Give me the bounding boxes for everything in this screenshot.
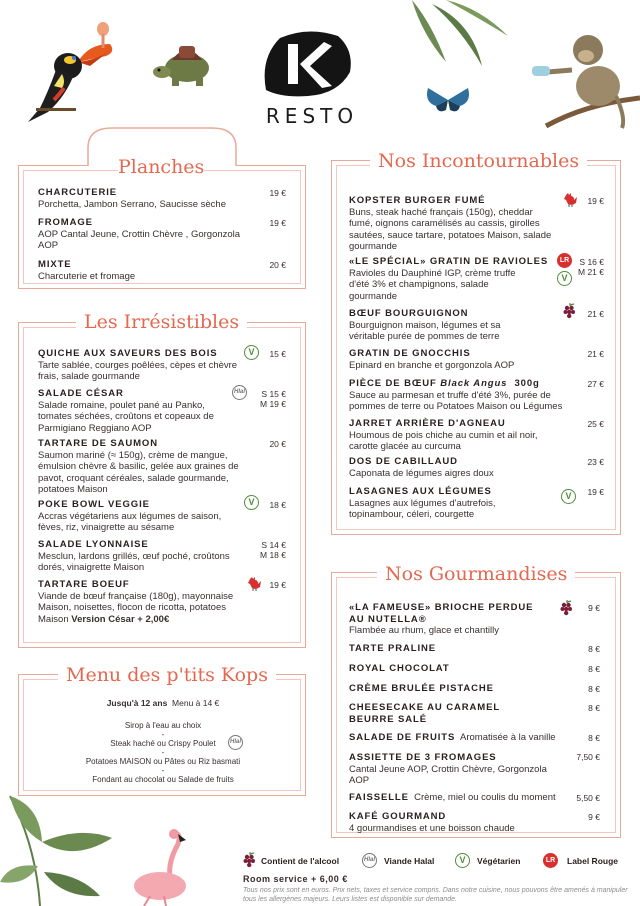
menu-item: SALADE CÉSAR Salade romaine, poulet pané au Panko, tomates séchées, croûtons et copeaux de Parmigiano Reggiano AOP — [38, 388, 214, 434]
menu-item: CHEESECAKE AU CARAMEL BEURRE SALÉ — [349, 702, 500, 725]
item-price-small: S 14 € — [261, 540, 286, 550]
halal-icon: Hlal — [232, 385, 247, 400]
menu-item: FROMAGE AOP Cantal Jeune, Crottin Chèvre , Gorgonzola AOP — [38, 217, 241, 251]
legend-vegetarian: Végétarien — [477, 856, 521, 866]
brand-logo — [258, 28, 358, 98]
planches-title: Planches — [118, 156, 205, 178]
legend-alcohol: Contient de l'alcool — [261, 856, 340, 866]
item-price: 25 € — [587, 419, 604, 429]
leaves-illustration — [402, 0, 510, 70]
menu-item: TARTARE BOEUF Viande de bœuf française (180g), mayonnaise Maison, noisettes, flocon de ricotta, potatoes Maison Version César + 2,00€ — [38, 579, 234, 625]
kops-main: Steak haché ou Crispy Poulet — [110, 739, 216, 748]
item-price: 19 € — [587, 487, 604, 497]
item-price: 8 € — [588, 664, 600, 674]
kops-dessert: Fondant au chocolat ou Salade de fruits — [92, 775, 234, 784]
menu-item: PIÈCE DE BŒUF Black Angus 300g Sauce au parmesan et truffe d'été 3%, purée de pommes de terre ou Potatoes Maison ou Légumes — [349, 378, 563, 412]
item-price: 19 € — [587, 196, 604, 206]
menu-item: TARTE PRALINE — [349, 643, 436, 654]
kops-sep: - — [161, 730, 165, 739]
halal-icon: Hlal — [228, 735, 243, 750]
plant-illustration — [0, 786, 118, 906]
menu-item: «LA FAMEUSE» BRIOCHE PERDUE AU NUTELLA® Flambée au rhum, glace et chantilly — [349, 602, 534, 636]
menu-item: FAISSELLE Crème, miel ou coulis du moment — [349, 792, 556, 803]
spoon-illustration — [96, 22, 110, 48]
item-price: 9 € — [588, 603, 600, 613]
menu-item: BŒUF BOURGUIGNON Bourguignon maison, légumes et sa véritable purée de pommes de terre — [349, 308, 501, 342]
menu-item: ASSIETTE DE 3 FROMAGES Cantal Jeune AOP, Crottin Chèvre, Gorgonzola AOP — [349, 752, 547, 786]
menu-item: DOS DE CABILLAUD Caponata de légumes aigres doux — [349, 456, 494, 479]
menu-item: «LE SPÉCIAL» GRATIN DE RAVIOLES Ravioles du Dauphiné IGP, crème truffe d'été 3% et champignons, salade gourmande — [349, 256, 549, 302]
item-price: 9 € — [588, 812, 600, 822]
item-price-medium: M 19 € — [260, 399, 286, 409]
kops-sep: - — [161, 748, 165, 757]
item-price: 27 € — [587, 379, 604, 389]
menu-item: CHARCUTERIE Porchetta, Jambon Serrano, Saucisse sèche — [38, 187, 226, 210]
incontournables-title: Nos Incontournables — [370, 150, 587, 172]
menu-item: SALADE DE FRUITS Aromatisée à la vanille — [349, 732, 556, 743]
menu-item: POKE BOWL VEGGIE Accras végétariens aux légumes de saison, fèves, riz, vinaigrette au sésame — [38, 499, 222, 533]
kops-drink: Sirop à l'eau au choix — [124, 721, 202, 730]
vegetarian-icon: V — [557, 271, 572, 286]
vegetarian-icon: V — [561, 489, 576, 504]
irresistibles-title: Les Irrésistibles — [76, 311, 247, 333]
legend-halal: Viande Halal — [384, 856, 435, 866]
item-price-small: S 16 € — [579, 257, 604, 267]
menu-item: JARRET ARRIÈRE D'AGNEAU Houmous de pois chiche au cumin et ail noir, carotte glacée au curcuma — [349, 418, 538, 452]
legend-label-rouge: Label Rouge — [567, 856, 619, 866]
item-price: 20 € — [269, 439, 286, 449]
menu-item: ROYAL CHOCOLAT — [349, 663, 450, 674]
menu-item: SALADE LYONNAISE Mesclun, lardons grillés, œuf poché, croûtons dorés, vinaigrette Maison — [38, 539, 230, 573]
grape-icon — [243, 852, 257, 868]
menu-item: GRATIN DE GNOCCHIS Epinard en branche et gorgonzola AOP — [349, 348, 515, 371]
menu-item: KOPSTER BURGER FUMÉ Buns, steak haché français (150g), cheddar fumé, oignons caramélisés au cassis, girolles sautées, sauce tartare, potatoes Maison, salade gourmande — [349, 195, 552, 252]
item-price: 8 € — [588, 703, 600, 713]
room-service: Room service + 6,00 € — [243, 874, 348, 884]
halal-icon: Hlal — [362, 853, 377, 868]
item-price-small: S 15 € — [261, 389, 286, 399]
butterfly-illustration — [424, 86, 472, 116]
item-price: 15 € — [269, 349, 286, 359]
item-price-medium: M 21 € — [578, 267, 604, 277]
menu-item: CRÈME BRULÉE PISTACHE — [349, 683, 494, 694]
vegetarian-icon: V — [244, 345, 259, 360]
item-price: 7,50 € — [576, 752, 600, 762]
price-note: Tous nos prix sont en euros. Prix nets, taxes et service compris. Dans notre cuisine, nous pouvons être amenés à manipuler tous les allergènes majeurs. Leurs listes est disponible sur demande. — [243, 887, 628, 903]
item-price: 8 € — [588, 684, 600, 694]
menu-item: KAFÉ GOURMAND 4 gourmandises et une boisson chaude — [349, 811, 515, 834]
item-price-medium: M 18 € — [260, 550, 286, 560]
kops-sep: - — [161, 766, 165, 775]
menu-item: QUICHE AUX SAVEURS DES BOIS Tarte sablée, courges poêlées, cèpes et chèvre frais, salade gourmande — [38, 348, 238, 382]
vegetarian-icon: V — [244, 495, 259, 510]
item-price: 8 € — [588, 733, 600, 743]
menu-item: MIXTE Charcuterie et fromage — [38, 259, 136, 282]
item-price: 19 € — [269, 188, 286, 198]
brand-name: RESTO — [265, 104, 359, 128]
menu-item: TARTARE DE SAUMON Saumon mariné (≈ 150g), crème de mangue, émulsion chèvre & basilic, gelée aux graines de pavot, croquant céréales, salade gourmande, potatoes Maison — [38, 438, 239, 495]
item-price: 19 € — [269, 218, 286, 228]
menu-item: LASAGNES AUX LÉGUMES Lasagnes aux légumes d'autrefois, topinambour, céleri, courgette — [349, 486, 496, 520]
label-rouge-icon: LR — [543, 853, 558, 868]
item-price: 8 € — [588, 644, 600, 654]
kops-side: Potatoes MAISON ou Pâtes ou Riz basmati — [85, 757, 241, 766]
kops-title: Menu des p'tits Kops — [58, 664, 276, 686]
item-price: 20 € — [269, 260, 286, 270]
item-price: 23 € — [587, 457, 604, 467]
item-price: 21 € — [587, 349, 604, 359]
item-price: 18 € — [269, 500, 286, 510]
vegetarian-icon: V — [455, 853, 470, 868]
label-rouge-icon: LR — [557, 253, 572, 268]
item-price: 19 € — [269, 580, 286, 590]
gourmandises-title: Nos Gourmandises — [377, 563, 575, 585]
item-price: 21 € — [587, 309, 604, 319]
kops-age: Jusqu'à 12 ans Menu à 14 € — [106, 698, 220, 708]
flamingo-illustration — [120, 826, 200, 906]
monkey-illustration — [526, 26, 640, 130]
item-price: 5,50 € — [576, 793, 600, 803]
turtle-illustration — [150, 38, 224, 90]
